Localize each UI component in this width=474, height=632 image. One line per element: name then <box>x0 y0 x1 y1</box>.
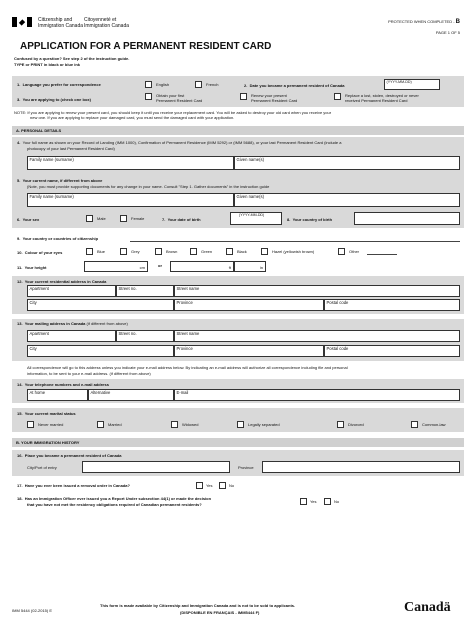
q3-opt2-line2: Permanent Resident Card <box>251 98 298 103</box>
q5-line2: (Note, you must provide supporting documents for any change in your name. Consult "Step 1. Gather documents" in the instruction guide <box>27 184 270 189</box>
q14-home-phone-input[interactable] <box>27 389 88 401</box>
q15-never-married-label: Never married <box>38 422 64 427</box>
q2-date-hint: (YYYY-MM-DD) <box>386 80 412 84</box>
section-b-title: B. YOUR IMMIGRATION HISTORY <box>16 440 80 445</box>
q13-text: Your mailing address in Canada <box>24 321 86 326</box>
note-line1: NOTE: If you are applying to renew your present card, you should keep it until you receive your replacement card. You will be asked to destroy your old card when you receive your <box>14 110 332 115</box>
form-id: IMM 5444 (02-2015) E <box>12 608 53 613</box>
q13-num: 13. <box>17 321 23 326</box>
q4-family-name-input[interactable] <box>27 156 234 170</box>
q9-label <box>17 237 98 241</box>
q3-renew-label <box>251 93 297 103</box>
q8-text: Your country of birth <box>292 217 333 222</box>
protected-label <box>388 19 460 25</box>
q10-hazel-checkbox[interactable] <box>261 248 268 255</box>
q4-num: 4. <box>17 140 21 145</box>
q13-province-label: Province <box>176 346 193 351</box>
q4-line2: photocopy of your last Permanent Resident Card) <box>27 146 115 151</box>
q12-apartment-input[interactable] <box>27 285 116 297</box>
q16-label <box>17 454 122 458</box>
q15-married-label: Married <box>108 422 122 427</box>
q8-country-input[interactable] <box>354 212 460 225</box>
footer-line2: (DISPONIBLE EN FRANÇAIS - IMM5444 F) <box>180 610 260 615</box>
q2-num: 2. <box>244 83 248 88</box>
q12-label <box>17 280 106 284</box>
q10-blue-checkbox[interactable] <box>86 248 93 255</box>
q7-birthdate-input[interactable] <box>230 212 282 225</box>
q6-male-checkbox[interactable] <box>86 215 93 222</box>
q14-home-label: At home <box>29 390 46 395</box>
q17-no-checkbox[interactable] <box>219 482 226 489</box>
q12-postal-label: Postal code <box>326 300 349 305</box>
q10-label <box>17 251 62 255</box>
q13-street-no-input[interactable] <box>116 330 174 342</box>
q15-divorced-checkbox[interactable] <box>337 421 344 428</box>
correspondence-note-line2: information, to be sent to your e-mail address. (if different from above) <box>27 371 151 376</box>
q3-renew-checkbox[interactable] <box>240 93 247 100</box>
q12-city-label: City <box>29 300 37 305</box>
q11-num: 11. <box>17 265 23 270</box>
q1-french-checkbox[interactable] <box>195 81 202 88</box>
q16-province-input[interactable] <box>262 461 460 473</box>
q5-line1 <box>17 179 102 183</box>
q5-text1: Your current name, if different from above <box>22 178 103 183</box>
q1-english-checkbox[interactable] <box>145 81 152 88</box>
q17-label <box>17 484 130 488</box>
q16-num: 16. <box>17 453 23 458</box>
q13-street-label: Street name <box>176 331 200 336</box>
dept-en-line1: Citizenship and <box>38 17 73 23</box>
q11-in-unit: in <box>259 265 263 270</box>
q13-street-no-label: Street no. <box>118 331 137 336</box>
q10-grey-checkbox[interactable] <box>120 248 127 255</box>
q10-blue-label: Blue <box>97 249 106 254</box>
q4-given-label: Given name(s) <box>236 157 264 162</box>
q12-province-label: Province <box>176 300 193 305</box>
q8-label <box>287 218 332 222</box>
q1-label <box>17 83 101 87</box>
q15-married-checkbox[interactable] <box>97 421 104 428</box>
q11-in-input[interactable] <box>234 261 266 272</box>
q6-text: Your sex <box>22 217 40 222</box>
dept-en-line2: Immigration Canada <box>38 23 84 29</box>
q1-num: 1. <box>17 82 21 87</box>
q3-label <box>17 98 91 102</box>
q3-first-card-label <box>156 93 202 103</box>
q5-family-label: Family name (surname) <box>29 194 74 199</box>
q3-opt1-line2: Permanent Resident Card <box>156 98 203 103</box>
q15-text: Your current marital status <box>24 411 76 416</box>
q9-citizenship-line[interactable] <box>130 241 460 242</box>
q12-street-label: Street name <box>176 286 200 291</box>
q13-apt-label: Apartment <box>29 331 49 336</box>
q13-note: (if different from above) <box>86 321 128 326</box>
q13-street-name-input[interactable] <box>174 330 460 342</box>
q9-text: Your country or countries of citizenship <box>22 236 99 241</box>
q18-line2: that you have not met the residency obligations required of Canadian permanent residents? <box>27 502 202 507</box>
q6-num: 6. <box>17 217 21 222</box>
q1-french-label: French <box>206 82 219 87</box>
q13-city-input[interactable] <box>27 345 174 357</box>
q18-yes-checkbox[interactable] <box>300 498 307 505</box>
form-title: APPLICATION FOR A PERMANENT RESIDENT CARD <box>20 41 272 52</box>
section-b-header <box>12 438 464 447</box>
q5-num: 5. <box>17 178 21 183</box>
q10-green-checkbox[interactable] <box>190 248 197 255</box>
intro-line1: Confused by a question? See step 2 of the instruction guide. <box>14 56 130 61</box>
q12-postal-code-input[interactable] <box>324 299 460 311</box>
q15-num: 15. <box>17 411 23 416</box>
q4-text1: Your full name as shown on your Record of Landing (IMM 1000), Confirmation of Permanent Residence (IMM 5292) or (IMM 5688), or your last Permanent Resident Card (include a <box>22 140 342 145</box>
q1-text: Language you prefer for correspondence <box>22 82 101 87</box>
q5-given-label: Given name(s) <box>236 194 264 199</box>
correspondence-note-line1: All correspondence will go to this address unless you indicate your e-mail address below. By indicating an e-mail address will authorize all correspondence including file and personal <box>27 365 348 370</box>
q14-alt-phone-input[interactable] <box>88 389 174 401</box>
q15-label <box>17 412 76 416</box>
q14-text: Your telephone numbers and e-mail address <box>24 382 109 387</box>
q3-opt2-line1: Renew your present <box>251 93 287 98</box>
q13-postal-code-input[interactable] <box>324 345 460 357</box>
q10-text: Colour of your eyes <box>24 250 63 255</box>
footer-line1: This form is made available by Citizenship and Immigration Canada and is not to be sold to applicants. <box>100 603 296 608</box>
q15-separated-checkbox[interactable] <box>237 421 244 428</box>
q12-street-name-input[interactable] <box>174 285 460 297</box>
q3-replace-checkbox[interactable] <box>334 93 341 100</box>
q13-label <box>17 322 128 326</box>
q2-label <box>244 84 345 88</box>
q12-text: Your current residential address in Canada <box>24 279 107 284</box>
q12-city-input[interactable] <box>27 299 174 311</box>
protected-level: B <box>455 19 460 25</box>
q10-brown-label: Brown <box>166 249 178 254</box>
q4-line1 <box>17 141 341 145</box>
q14-label <box>17 383 109 387</box>
q10-num: 10. <box>17 250 23 255</box>
q15-common-law-label: Common-law <box>422 422 446 427</box>
note-line2: new one. If you are applying to replace your damaged card, you must send the damaged card with your application. <box>30 115 235 120</box>
q14-email-label: E-mail <box>176 390 189 395</box>
q7-date-hint: (YYYY-MM-DD) <box>239 213 265 217</box>
q17-yes-label: Yes <box>206 483 213 488</box>
q15-never-married-checkbox[interactable] <box>27 421 34 428</box>
q5-family-name-input[interactable] <box>27 193 234 207</box>
q3-opt1-line1: Obtain your first <box>156 93 185 98</box>
dept-fr-line1: Citoyenneté et <box>84 17 117 23</box>
q3-text: You are applying to (check one box) <box>22 97 91 102</box>
q12-street-no-label: Street no. <box>118 286 137 291</box>
q7-num: 7. <box>162 217 166 222</box>
q11-text: Your height <box>24 265 47 270</box>
q10-other-label: Other <box>349 249 360 254</box>
q6-label <box>17 218 39 222</box>
q15-widowed-checkbox[interactable] <box>171 421 178 428</box>
q14-alt-label: Alternative <box>90 390 111 395</box>
q11-label <box>17 266 47 270</box>
q17-num: 17. <box>17 483 23 488</box>
q17-text: Have you ever been issued a removal order in Canada? <box>24 483 130 488</box>
q11-cm-input[interactable] <box>84 261 148 272</box>
q2-text: Date you became a permanent resident of Canada <box>249 83 345 88</box>
q13-apartment-input[interactable] <box>27 330 116 342</box>
q11-ft-input[interactable] <box>170 261 234 272</box>
q14-email-input[interactable] <box>174 389 460 401</box>
q18-text1: Has an Immigration Officer ever issued you a Report Under subsection 44(1) or made the decision <box>24 496 212 501</box>
q18-line1 <box>17 497 211 501</box>
canada-flag-icon <box>12 17 32 27</box>
q18-no-checkbox[interactable] <box>324 498 331 505</box>
q15-divorced-label: Divorced <box>348 422 364 427</box>
q18-yes-label: Yes <box>310 499 317 504</box>
q15-widowed-label: Widowed <box>182 422 199 427</box>
q6-male-label: Male <box>97 216 106 221</box>
q12-num: 12. <box>17 279 23 284</box>
q10-brown-checkbox[interactable] <box>155 248 162 255</box>
q1-english-label: English <box>156 82 170 87</box>
q14-num: 14. <box>17 382 23 387</box>
q3-opt3-line1: Replace a lost, stolen, destroyed or never <box>345 93 419 98</box>
q10-green-label: Green <box>201 249 213 254</box>
dept-name-en <box>38 17 83 29</box>
q18-num: 18. <box>17 496 23 501</box>
protected-text: PROTECTED WHEN COMPLETED - <box>388 19 455 24</box>
q17-no-label: No <box>229 483 235 488</box>
section-a-header <box>12 126 464 135</box>
q6-female-label: Female <box>131 216 145 221</box>
q7-text: Your date of birth <box>167 217 201 222</box>
q16-text: Place you became a permanent resident of Canada <box>24 453 122 458</box>
dept-name-fr <box>84 17 129 29</box>
q11-or: or <box>158 263 162 268</box>
q3-replace-label <box>345 93 419 103</box>
q6-female-checkbox[interactable] <box>120 215 127 222</box>
q7-label <box>162 218 201 222</box>
q11-ft-unit: ft <box>228 265 231 270</box>
q17-yes-checkbox[interactable] <box>196 482 203 489</box>
q10-black-checkbox[interactable] <box>226 248 233 255</box>
q13-postal-label: Postal code <box>326 346 349 351</box>
q16-city-input[interactable] <box>82 461 230 473</box>
q8-num: 8. <box>287 217 291 222</box>
q10-other-checkbox[interactable] <box>338 248 345 255</box>
q13-city-label: City <box>29 346 37 351</box>
page-number: PAGE 1 OF 5 <box>435 30 460 35</box>
q15-separated-label: Legally separated <box>248 422 280 427</box>
q10-other-line[interactable] <box>367 254 397 255</box>
canada-wordmark: Canadä <box>404 600 451 615</box>
q11-cm-unit: cm <box>139 265 145 270</box>
q12-province-input[interactable] <box>174 299 324 311</box>
q10-black-label: Black <box>237 249 247 254</box>
section-a-title: A. PERSONAL DETAILS <box>16 128 62 133</box>
q3-first-card-checkbox[interactable] <box>145 93 152 100</box>
q15-options <box>27 419 460 430</box>
intro-line2: TYPE or PRINT in black or blue ink <box>14 62 81 67</box>
q18-no-label: No <box>334 499 340 504</box>
q3-opt3-line2: received Permanent Resident Card <box>345 98 408 103</box>
q10-hazel-label: Hazel (yellowish brown) <box>272 249 315 254</box>
q16-city-label: City/Port of entry <box>27 465 57 470</box>
q16-province-label: Province <box>238 465 254 470</box>
q15-common-law-checkbox[interactable] <box>411 421 418 428</box>
q13-province-input[interactable] <box>174 345 324 357</box>
q10-grey-label: Grey <box>131 249 140 254</box>
q4-family-label: Family name (surname) <box>29 157 74 162</box>
q2-date-input[interactable] <box>384 79 440 90</box>
q4-given-name-input[interactable] <box>234 156 460 170</box>
q3-num: 3. <box>17 97 21 102</box>
q9-num: 9. <box>17 236 21 241</box>
q12-street-no-input[interactable] <box>116 285 174 297</box>
dept-fr-line2: Immigration Canada <box>84 23 130 29</box>
q12-apt-label: Apartment <box>29 286 49 291</box>
q5-given-name-input[interactable] <box>234 193 460 207</box>
